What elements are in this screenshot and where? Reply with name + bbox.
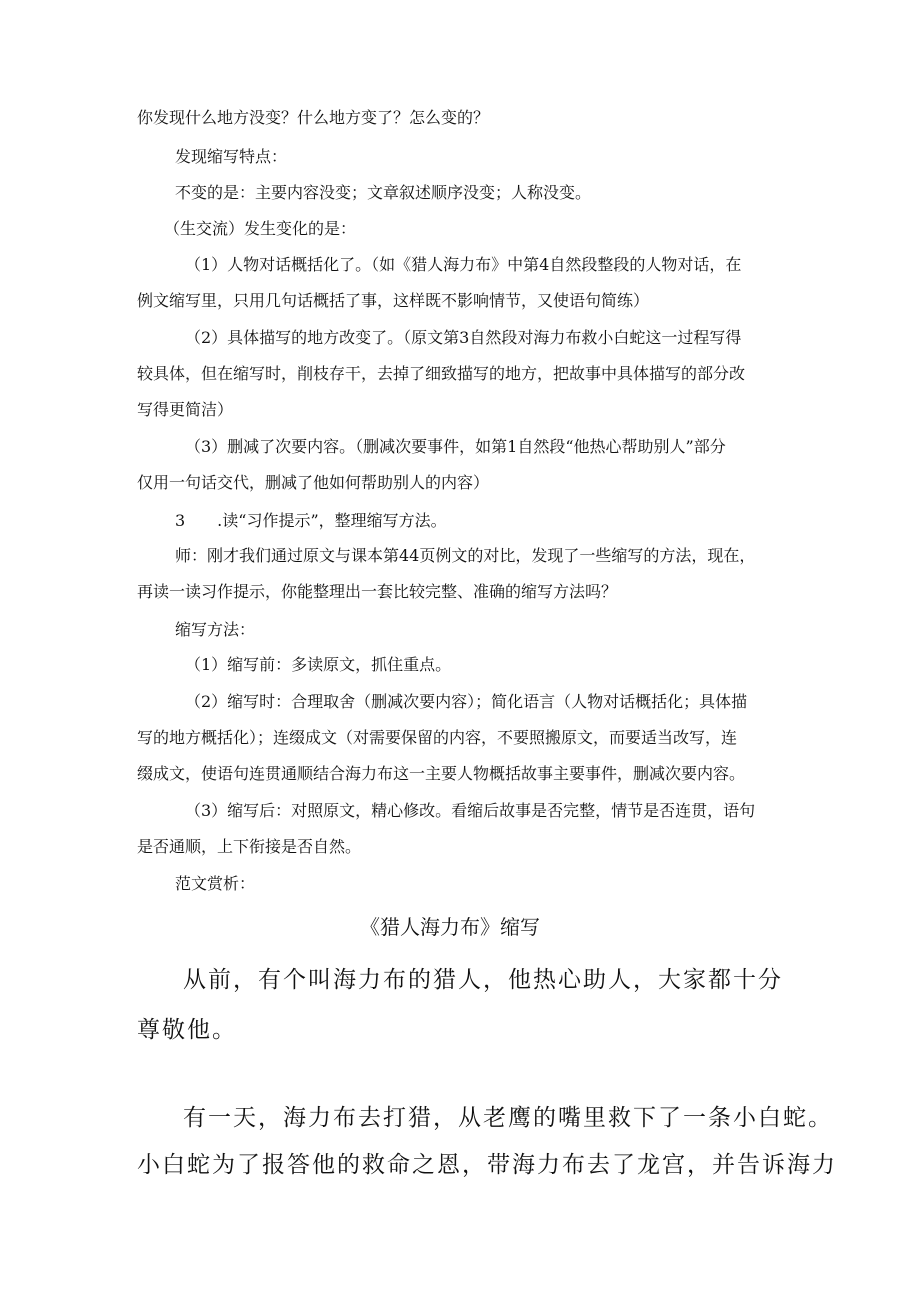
body-line: 缩写方法： [175, 620, 256, 639]
body-line: 缀成文，使语句连贯通顺结合海力布这一主要人物概括故事主要事件，删减次要内容。 [137, 764, 746, 783]
body-line: 仅用一句话交代，删减了他如何帮助别人的内容） [137, 473, 490, 492]
body-line: 例文缩写里，只用几句话概括了事，这样既不影响情节，又使语句简练） [137, 291, 650, 310]
body-line: 3 .读“习作提示”，整理缩写方法。 [175, 511, 447, 530]
body-line: 写的地方概括化）；连缀成文（对需要保留的内容，不要照搬原文，而要适当改写，连 [137, 728, 738, 747]
body-line: （3）缩写后：对照原文，精心修改。看缩后故事是否完整，情节是否连贯，语句 [185, 801, 756, 820]
body-line: 是否通顺，上下衔接是否自然。 [137, 837, 362, 856]
body-line: 你发现什么地方没变？什么地方变了？怎么变的？ [137, 108, 490, 127]
body-line: 不变的是：主要内容没变；文章叙述顺序没变；人称没变。 [175, 183, 592, 202]
body-line: 发现缩写特点： [175, 147, 288, 166]
body-line: （2）缩写时：合理取舍（删减次要内容）；简化语言（人物对话概括化；具体描 [185, 692, 748, 711]
essay-line: 有一天，海力布去打猎，从老鹰的嘴里救下了一条小白蛇。 [183, 1105, 833, 1131]
essay-title: 《猎人海力布》缩写 [360, 915, 540, 939]
body-line: 范文赏析： [175, 874, 256, 893]
body-line: 较具体，但在缩写时，削枝存干，去掉了细致描写的地方，把故事中具体描写的部分改 [137, 364, 746, 383]
body-line: （2）具体描写的地方改变了。（原文第3自然段对海力布救小白蛇这一过程写得 [185, 328, 742, 347]
essay-line: 尊敬他。 [137, 1017, 237, 1043]
body-line: （1）缩写前：多读原文，抓住重点。 [185, 655, 452, 674]
body-line: 师：刚才我们通过原文与课本第44页例文的对比，发现了一些缩写的方法，现在， [175, 546, 756, 565]
body-line: （1）人物对话概括化了。（如《猎人海力布》中第4自然段整段的人物对话，在 [185, 255, 742, 274]
body-line: 写得更简洁） [137, 400, 234, 419]
essay-line: 从前，有个叫海力布的猎人，他热心助人，大家都十分 [183, 967, 783, 993]
essay-line: 小白蛇为了报答他的救命之恩，带海力布去了龙宫，并告诉海力 [137, 1152, 837, 1178]
body-line: （3）删减了次要内容。（删减次要事件，如第1自然段“他热心帮助别人”部分 [185, 437, 726, 456]
body-line: （生交流）发生变化的是： [164, 219, 357, 238]
body-line: 再读一读习作提示，你能整理出一套比较完整、准确的缩写方法吗？ [137, 582, 618, 601]
